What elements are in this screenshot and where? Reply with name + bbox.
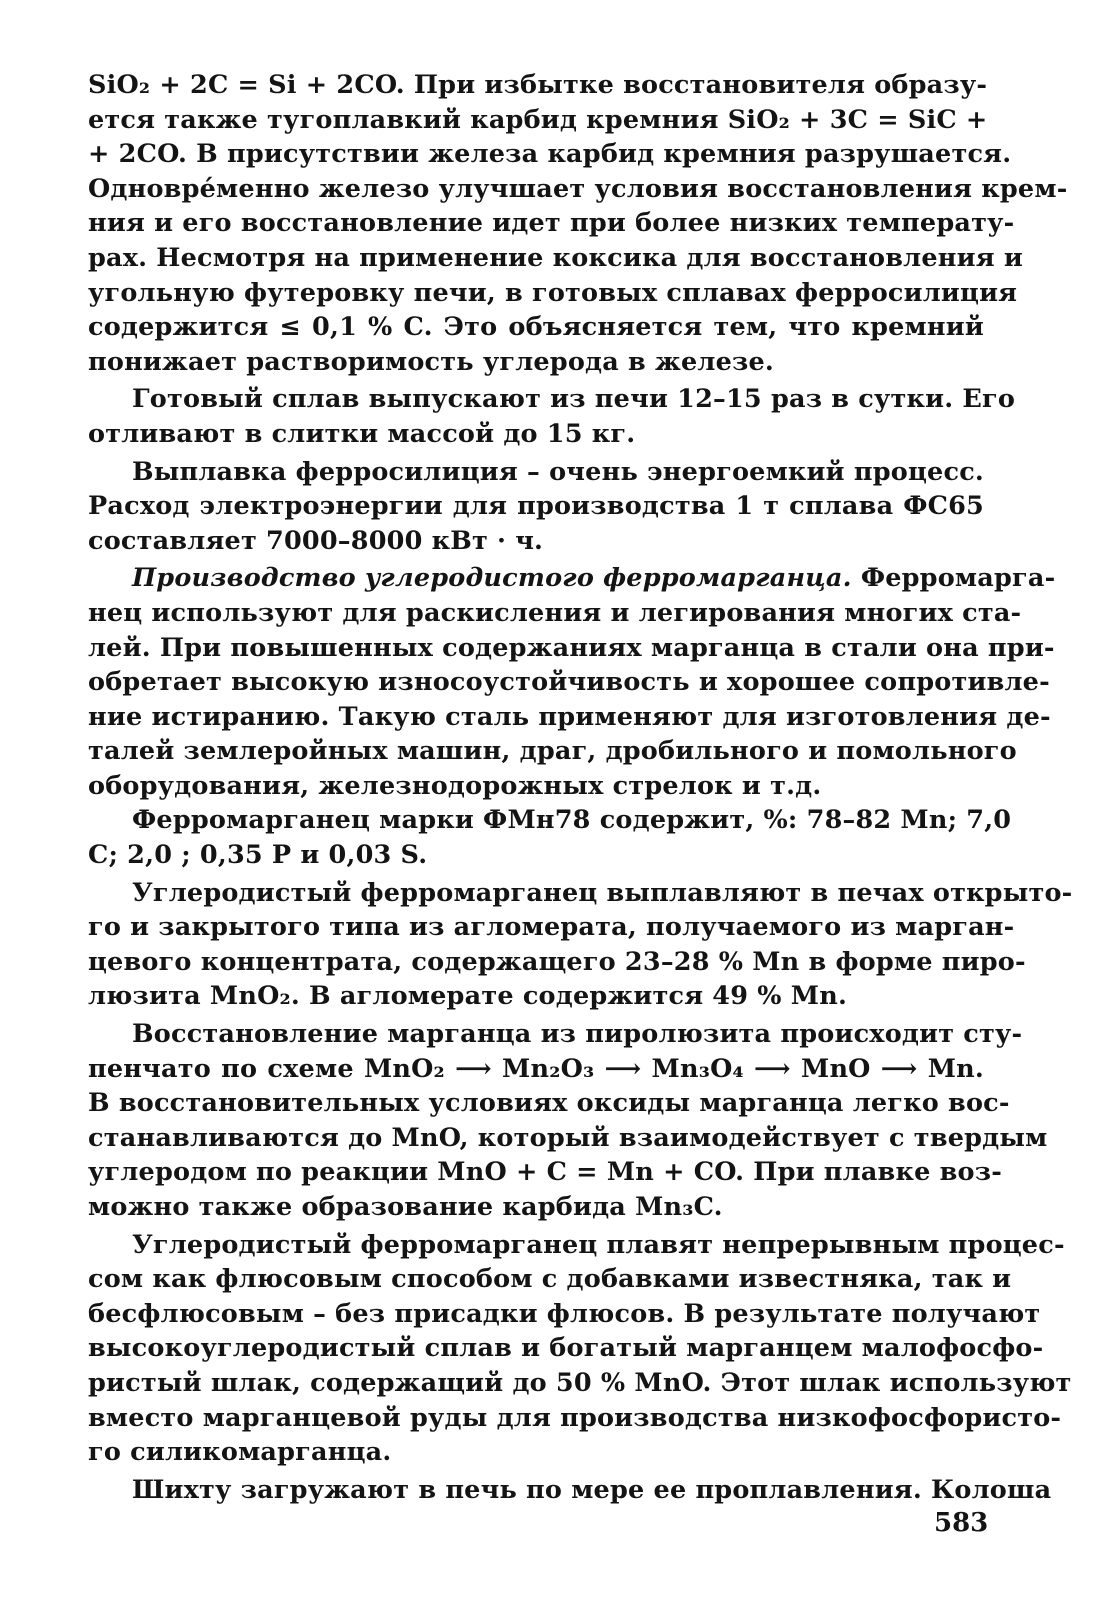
text-line: В восстановительных условиях оксиды марганца легко вос- xyxy=(88,1088,1010,1119)
text-line: углеродом по реакции MnO + C = Mn + CO. При плавке воз- xyxy=(88,1157,1002,1188)
text-line: отливают в слитки массой до 15 кг. xyxy=(88,418,636,449)
text-line: нец используют для раскисления и легирования многих ста- xyxy=(88,597,1022,628)
text-line: рах. Несмотря на применение коксика для восстановления и xyxy=(88,242,1023,273)
text-line: высокоуглеродистый сплав и богатый марганцем малофосфо- xyxy=(88,1333,1044,1364)
text-line: Восстановление марганца из пиролюзита происходит сту- xyxy=(132,1019,1023,1050)
paragraph xyxy=(88,382,1016,451)
text-line xyxy=(88,561,1056,596)
text-line: Выплавка ферросилиция – очень энергоемкий процесс. xyxy=(132,456,984,487)
paragraph xyxy=(88,561,1056,803)
paragraph xyxy=(88,1228,1072,1470)
text-line: ется также тугоплавкий карбид кремния SiO₂ + 3C = SiC + xyxy=(88,104,988,135)
text-line: го силикомарганца. xyxy=(88,1437,392,1468)
text-line: Расход электроэнергии для производства 1 т сплава ФС65 xyxy=(88,491,984,522)
paragraph xyxy=(88,455,984,559)
text-line: талей землеройных машин, драг, дробильного и помольного xyxy=(88,736,1017,767)
text-line: понижает растворимость углерода в железе. xyxy=(88,346,774,377)
text-line: угольную футеровку печи, в готовых сплавах ферросилиция xyxy=(88,277,1018,308)
text-line: ристый шлак, содержащий до 50 % MnO. Этот шлак используют xyxy=(88,1367,1072,1398)
text-line: лей. При повышенных содержаниях марганца в стали она при- xyxy=(88,632,1055,663)
text-line: сом как флюсовым способом с добавками известняка, так и xyxy=(88,1264,1012,1295)
text-line: Ферромарганец марки ФМн78 содержит, %: 78–82 Mn; 7,0 xyxy=(132,805,1012,836)
text-line: оборудования, железнодорожных стрелок и т.д. xyxy=(88,770,822,801)
text-line: SiO₂ + 2C = Si + 2CO. При избытке восстановителя образу- xyxy=(88,70,988,100)
paragraph xyxy=(88,1017,1048,1225)
text-line: Углеродистый ферромарганец выплавляют в печах открыто- xyxy=(132,877,1073,908)
text-fragment: Ферромарга- xyxy=(851,563,1056,594)
paragraph xyxy=(88,876,1073,1014)
section-heading: Производство углеродистого ферромарганца. xyxy=(132,563,852,594)
text-line: Готовый сплав выпускают из печи 12–15 раз в сутки. Его xyxy=(132,384,1016,415)
text-line: ния и его восстановление идет при более низких температу- xyxy=(88,208,1015,239)
text-line: Шихту загружают в печь по мере ее проплавления. Колоша xyxy=(132,1474,1052,1505)
text-line: ние истиранию. Такую сталь применяют для изготовления де- xyxy=(88,701,1051,732)
page-number: 583 xyxy=(934,1508,989,1538)
text-line: обретает высокую износоустойчивость и хорошее сопротивле- xyxy=(88,667,1050,698)
text-line: вместо марганцевой руды для производства низкофосфористо- xyxy=(88,1402,1062,1433)
text-line: составляет 7000–8000 кВт · ч. xyxy=(88,525,544,556)
text-line: Углеродистый ферромарганец плавят непрерывным процес- xyxy=(132,1229,1065,1260)
text-line: пенчато по схеме MnO₂ ⟶ Mn₂O₃ ⟶ Mn₃O₄ ⟶ MnO ⟶ Mn. xyxy=(88,1053,984,1084)
paragraph xyxy=(88,68,1068,379)
text-line: Одновре́менно железо улучшает условия восстановления крем- xyxy=(88,173,1068,204)
text-line: содержится ≤ 0,1 % C. Это объясняется тем, что кремний xyxy=(88,312,984,343)
text-line: + 2CO. В присутствии железа карбид кремния разрушается. xyxy=(88,139,1012,170)
text-line: го и закрытого типа из агломерата, получаемого из марган- xyxy=(88,912,1015,943)
text-line: люзита MnO₂. В агломерате содержится 49 % Mn. xyxy=(88,981,848,1012)
text-line: можно также образование карбида Mn₃C. xyxy=(88,1192,723,1222)
paragraph xyxy=(88,1473,1052,1508)
text-line: бесфлюсовым – без присадки флюсов. В результате получают xyxy=(88,1298,1041,1329)
paragraph xyxy=(88,803,1012,872)
text-line: цевого концентрата, содержащего 23–28 % Mn в форме пиро- xyxy=(88,946,1026,977)
text-line: станавливаются до MnO, который взаимодействует с твердым xyxy=(88,1122,1048,1153)
body-text xyxy=(88,68,1073,1507)
text-line: C; 2,0 ; 0,35 P и 0,03 S. xyxy=(88,840,428,871)
